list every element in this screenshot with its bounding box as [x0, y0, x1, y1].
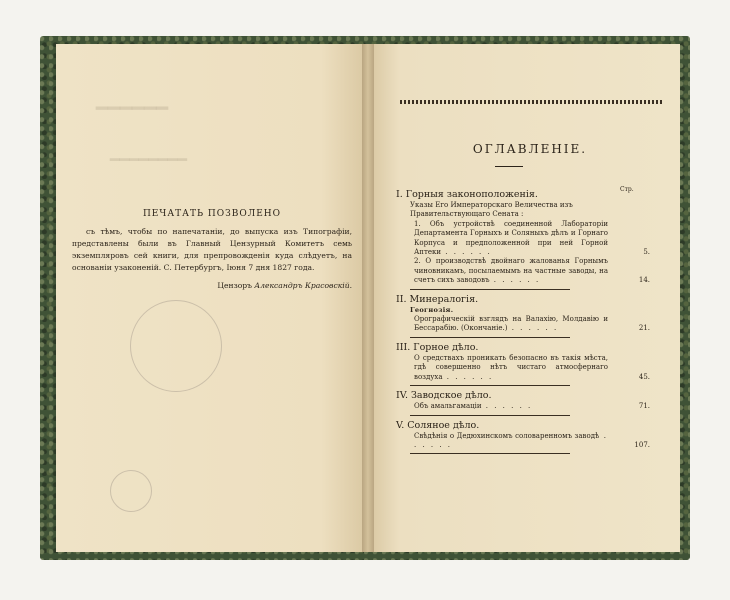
- faded-stamp: [130, 300, 222, 392]
- toc-entry-text: 2. О производствѣ двойнаго жалованья Горнымъ чиновникамъ, посылаемымъ на частные заводы, на счетъ сихъ заводовъ: [414, 257, 608, 285]
- toc-section-heading: IV. Заводское дѣло.: [396, 390, 492, 402]
- toc-entry: [414, 431, 650, 451]
- censor-signature: [72, 280, 352, 292]
- censor-body: съ тѣмъ, чтобы по напечатаніи, до выпуска изъ Типографіи, представлены были въ Главный Цензурный Комитетъ семь экземпляровъ сей книги, для препровожденія куда слѣдуетъ, на основаніи узаконеній. С. Петербургъ, Іюня 7 дня 1827 года.: [72, 227, 352, 272]
- toc-page-number: 107.: [634, 440, 650, 449]
- toc-page-number: 21.: [638, 324, 650, 333]
- toc-entry: [414, 353, 650, 382]
- toc-entry-text: Орографическій взглядъ на Валахію, Молдавію и Бессарабію. (Окончаніе.): [414, 315, 608, 333]
- left-page: [56, 44, 368, 552]
- book-gutter: [362, 44, 374, 552]
- toc-entry-text: Свѣдѣнія о Дедюхинскомъ соловаренномъ заводѣ: [414, 431, 600, 440]
- leader-dots: . . . . . .: [442, 372, 494, 381]
- section-divider: [410, 453, 570, 454]
- toc-entry: [414, 219, 650, 258]
- leader-dots: . . . . . .: [414, 431, 608, 449]
- toc-entry: [410, 201, 608, 220]
- toc-entry-text: Геогнозія.: [410, 305, 454, 314]
- section-divider: [410, 337, 570, 338]
- toc-entry-text: Указы Его Императорскаго Величества изъ Правительствующаго Сената :: [410, 201, 573, 219]
- censor-sign-name: Александръ Красовскій.: [254, 281, 352, 290]
- section-divider: [410, 289, 570, 290]
- bleed-through-mark: ━━━━━━━━: [110, 150, 188, 169]
- toc-title: ОГЛАВЛЕНІЕ.: [472, 142, 588, 156]
- toc-entry-text: 1. Объ устройствѣ соединенной Лабораторіи Департамента Горныхъ и Соляныхъ дѣлъ и Горнаго Корпуса и предположенной при ней Горной Аптеки: [414, 219, 608, 257]
- toc-entry: [414, 315, 650, 334]
- censor-title: ПЕЧАТАТЬ ПОЗВОЛЕНО: [142, 209, 282, 219]
- bleed-through-mark: ━━━━━━: [96, 96, 169, 120]
- censor-sign-prefix: Цензоръ: [217, 281, 252, 290]
- toc-page-number: 14.: [638, 276, 650, 285]
- page-column-header: Стр.: [620, 186, 634, 193]
- toc-section-heading: III. Горное дѣло.: [396, 341, 479, 353]
- toc-section-heading: V. Соляное дѣло.: [396, 419, 480, 431]
- toc-section-heading: II. Минералогія.: [396, 293, 479, 305]
- section-divider: [410, 385, 570, 386]
- leader-dots: . . . . . .: [489, 276, 541, 285]
- toc-entry: [410, 306, 608, 315]
- leader-dots: . . . . . .: [441, 248, 492, 257]
- section-divider: [410, 415, 570, 416]
- header-ornament: [400, 100, 662, 104]
- toc-entry-text: Объ амальгамаціи: [414, 402, 482, 411]
- toc-page-number: 5.: [643, 248, 650, 257]
- title-rule: [495, 166, 523, 167]
- toc-page-number: 71.: [638, 402, 650, 411]
- censor-note: [72, 208, 352, 292]
- table-of-contents: [396, 186, 650, 457]
- toc-entry: [414, 402, 650, 411]
- toc-entry: [414, 257, 650, 285]
- toc-entry-text: О средствахъ проникать безопасно въ такія мѣста, гдѣ совершенно нѣтъ чистаго атмосфернаго воздуха: [414, 353, 608, 381]
- toc-page-number: 45.: [638, 372, 650, 381]
- leader-dots: . . . . . .: [481, 402, 533, 411]
- toc-section-heading: I. Горныя законоположенія.: [396, 189, 538, 200]
- leader-dots: . . . . . .: [507, 324, 559, 333]
- faded-stamp: [110, 470, 152, 512]
